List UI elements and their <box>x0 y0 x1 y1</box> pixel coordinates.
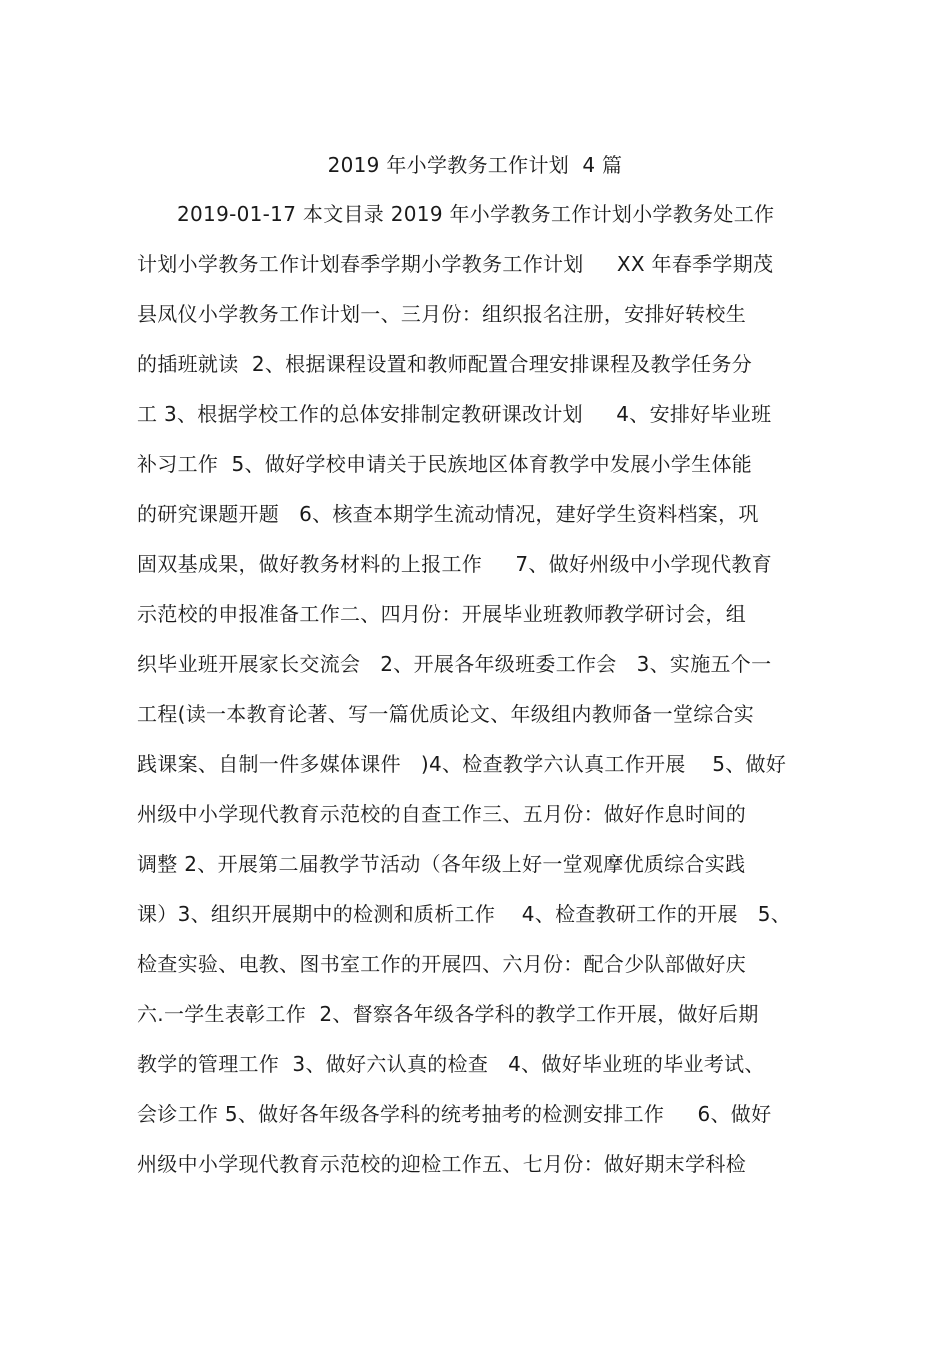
body-line: 固双基成果，做好教务材料的上报工作 7、做好州级中小学现代教育 <box>137 552 773 576</box>
body-line: 织毕业班开展家长交流会 2、开展各年级班委工作会 3、实施五个一 <box>137 652 772 676</box>
body-line: 2019-01-17 本文目录 2019 年小学教务工作计划小学教务处工作 <box>177 202 775 226</box>
body-line: 补习工作 5、做好学校申请关于民族地区体育教学中发展小学生体能 <box>137 452 753 476</box>
body-line: 教学的管理工作 3、做好六认真的检查 4、做好毕业班的毕业考试、 <box>137 1052 765 1076</box>
body-line: 州级中小学现代教育示范校的迎检工作五、七月份：做好期末学科检 <box>137 1152 746 1176</box>
body-line: 县凤仪小学教务工作计划一、三月份：组织报名注册，安排好转校生 <box>137 302 746 326</box>
body-line: 示范校的申报准备工作二、四月份：开展毕业班教师教学研讨会，组 <box>137 602 746 626</box>
body-line: 践课案、自制一件多媒体课件 )4、检查教学六认真工作开展 5、做好 <box>137 752 787 776</box>
body-line: 的研究课题开题 6、核查本期学生流动情况，建好学生资料档案，巩 <box>137 502 759 526</box>
body-line: 工程(读一本教育论著、写一篇优质论文、年级组内教师备一堂综合实 <box>137 702 755 726</box>
body-line: 会诊工作 5、做好各年级各学科的统考抽考的检测安排工作 6、做好 <box>137 1102 772 1126</box>
body-line: 州级中小学现代教育示范校的自查工作三、五月份：做好作息时间的 <box>137 802 746 826</box>
body-line: 计划小学教务工作计划春季学期小学教务工作计划 XX 年春季学期茂 <box>137 252 774 276</box>
body-line: 工 3、根据学校工作的总体安排制定教研课改计划 4、安排好毕业班 <box>137 402 772 426</box>
body-line: 检查实验、电教、图书室工作的开展四、六月份：配合少队部做好庆 <box>137 952 746 976</box>
body-line: 六.一学生表彰工作 2、督察各年级各学科的教学工作开展，做好后期 <box>137 1002 759 1026</box>
body-line: 课）3、组织开展期中的检测和质析工作 4、检查教研工作的开展 5、 <box>137 902 792 926</box>
body-line: 调整 2、开展第二届教学节活动（各年级上好一堂观摩优质综合实践 <box>137 852 746 876</box>
document-body <box>137 199 797 1199</box>
body-line: 的插班就读 2、根据课程设置和教师配置合理安排课程及教学任务分 <box>137 352 753 376</box>
document-title: 2019 年小学教务工作计划 4 篇 <box>327 153 623 177</box>
